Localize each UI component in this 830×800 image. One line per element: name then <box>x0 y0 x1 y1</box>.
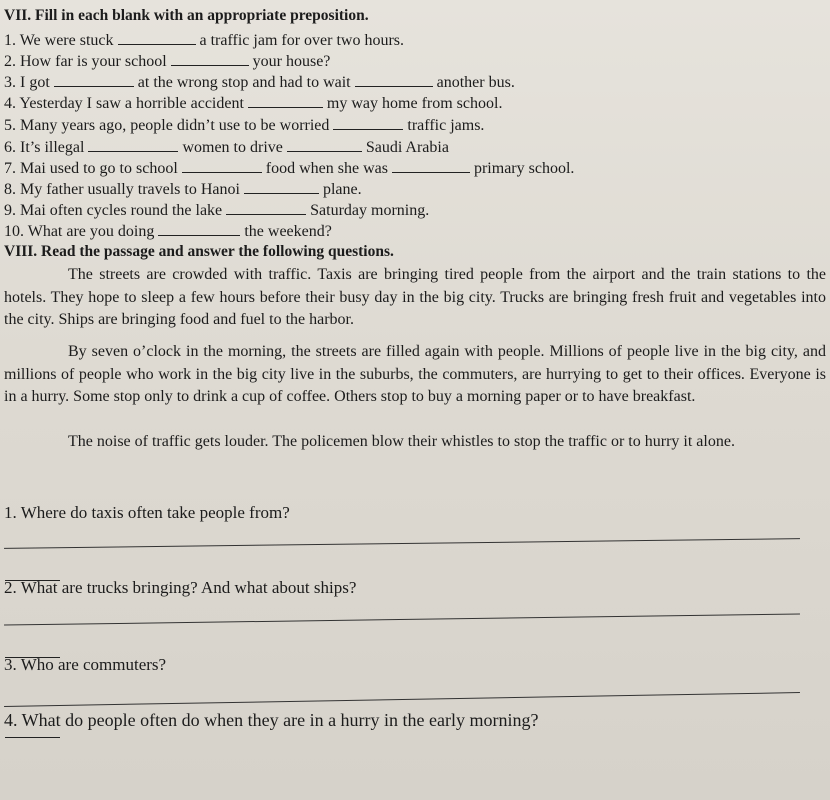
ex7-item-8-text-b: plane. <box>318 181 362 198</box>
passage-paragraph-2 <box>4 341 826 409</box>
ex7-item-3-text-b: at the wrong stop and had to wait <box>133 74 355 91</box>
question-2: 2. What are trucks bringing? And what about ships? <box>4 578 357 597</box>
ex7-item-3-blank-1[interactable] <box>54 74 134 87</box>
ex7-item-10-text-b: the weekend? <box>240 223 332 240</box>
ex7-item-9 <box>4 201 429 221</box>
ex7-item-1-text-a: 1. We were stuck <box>4 32 118 49</box>
answer-line-1[interactable] <box>4 538 800 549</box>
ex7-item-7-blank-2[interactable] <box>392 160 470 173</box>
ex7-item-10-text-a: 10. What are you doing <box>4 223 159 240</box>
passage-paragraph-1 <box>4 264 826 332</box>
ex7-item-3-blank-2[interactable] <box>355 74 433 87</box>
ex7-item-7-text-b: food when she was <box>261 160 392 177</box>
ex7-item-4-text-a: 4. Yesterday I saw a horrible accident <box>4 95 248 112</box>
ex7-item-4-text-b: my way home from school. <box>322 95 503 112</box>
ex7-item-6-blank-1[interactable] <box>88 139 178 152</box>
ex7-item-8 <box>4 180 362 200</box>
ex7-item-2-text-a: 2. How far is your school <box>4 53 171 70</box>
ex7-item-10-blank[interactable] <box>158 223 240 236</box>
ex7-item-10 <box>4 222 332 242</box>
ex7-item-2 <box>4 52 330 72</box>
ex7-item-7 <box>4 159 574 179</box>
ex7-item-6-text-c: Saudi Arabia <box>361 139 449 156</box>
answer-tick-4 <box>5 737 60 738</box>
ex7-item-8-text-a: 8. My father usually travels to Hanoi <box>4 181 244 198</box>
ex7-item-6-text-b: women to drive <box>178 139 287 156</box>
ex7-item-7-blank-1[interactable] <box>182 160 262 173</box>
ex7-item-1-blank[interactable] <box>118 32 196 45</box>
passage-paragraph-3 <box>4 431 826 454</box>
ex7-item-4 <box>4 94 502 114</box>
ex7-item-4-blank[interactable] <box>248 95 323 108</box>
answer-line-2[interactable] <box>4 613 800 625</box>
ex7-item-5-text-b: traffic jams. <box>403 117 485 134</box>
passage-paragraph-2-text: By seven o’clock in the morning, the streets are filled again with people. Millions of people live in the big city, and millions of people who work in the big city live in the suburbs, the commuters, are hurrying to get to their offices. Everyone is in a hurry. Some stop only to drink a cup of coffee. Others stop to buy a morning paper or to have breakfast. <box>4 343 826 405</box>
ex7-item-6-blank-2[interactable] <box>287 139 362 152</box>
ex7-item-7-text-a: 7. Mai used to go to school <box>4 160 182 177</box>
ex7-item-6 <box>4 138 449 158</box>
ex7-item-1-text-b: a traffic jam for over two hours. <box>195 32 405 49</box>
answer-line-3[interactable] <box>4 692 800 707</box>
ex7-item-8-blank[interactable] <box>244 181 319 194</box>
ex7-item-5-text-a: 5. Many years ago, people didn’t use to be worried <box>4 117 334 134</box>
ex7-item-3 <box>4 73 515 93</box>
ex7-item-9-text-a: 9. Mai often cycles round the lake <box>4 202 227 219</box>
question-3: 3. Who are commuters? <box>4 655 167 674</box>
ex7-item-5-blank[interactable] <box>333 117 403 130</box>
ex7-item-6-text-a: 6. It’s illegal <box>4 139 89 156</box>
question-4: 4. What do people often do when they are in a hurry in the early morning? <box>4 710 539 730</box>
ex7-item-7-text-c: primary school. <box>469 160 575 177</box>
exercise-8-title: VIII. Read the passage and answer the following questions. <box>4 243 394 260</box>
exercise-7-title: VII. Fill in each blank with an appropriate preposition. <box>4 7 369 24</box>
ex7-item-9-blank[interactable] <box>226 202 306 215</box>
passage-paragraph-3-text: The noise of traffic gets louder. The policemen blow their whistles to stop the traffic or to hurry it alone. <box>68 433 735 450</box>
passage-paragraph-1-text: The streets are crowded with traffic. Taxis are bringing tired people from the airport and the train stations to the hotels. They hope to sleep a few hours before their busy day in the big city. Trucks are bringing fresh fruit and vegetables into the city. Ships are bringing food and fuel to the harbor. <box>4 266 826 328</box>
ex7-item-2-blank[interactable] <box>171 53 249 66</box>
question-1: 1. Where do taxis often take people from? <box>4 503 290 522</box>
ex7-item-3-text-a: 3. I got <box>4 74 54 91</box>
ex7-item-1 <box>4 31 404 51</box>
ex7-item-3-text-c: another bus. <box>432 74 515 91</box>
ex7-item-2-text-b: your house? <box>248 53 331 70</box>
ex7-item-9-text-b: Saturday morning. <box>306 202 430 219</box>
ex7-item-5 <box>4 116 484 136</box>
